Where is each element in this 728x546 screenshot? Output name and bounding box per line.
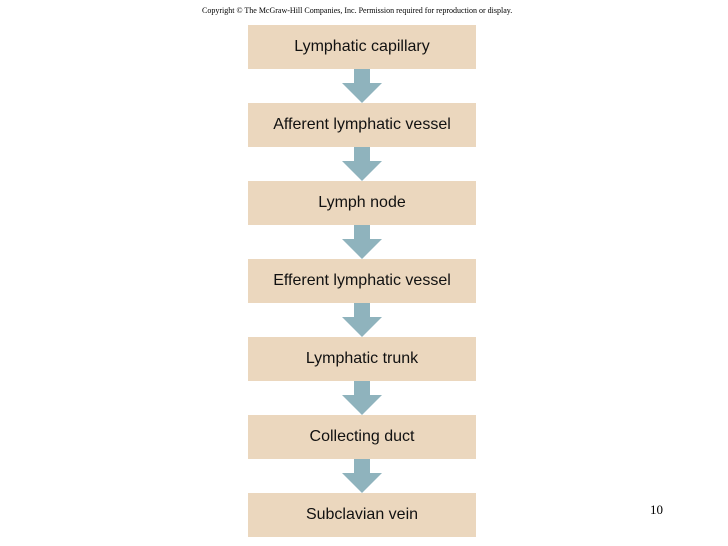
flow-arrow-1 <box>248 69 476 103</box>
flow-arrow-5 <box>248 381 476 415</box>
flow-step-collecting-duct: Collecting duct <box>248 415 476 459</box>
copyright-notice: Copyright © The McGraw-Hill Companies, Inc. Permission required for reproduction or display. <box>202 6 513 15</box>
flow-step-lymphatic-trunk: Lymphatic trunk <box>248 337 476 381</box>
down-arrow-icon <box>342 147 382 181</box>
flow-step-subclavian-vein: Subclavian vein <box>248 493 476 537</box>
down-arrow-icon <box>342 225 382 259</box>
lymph-flow-diagram <box>248 25 476 537</box>
flow-step-lymphatic-capillary: Lymphatic capillary <box>248 25 476 69</box>
flow-arrow-2 <box>248 147 476 181</box>
flow-arrow-3 <box>248 225 476 259</box>
down-arrow-icon <box>342 381 382 415</box>
down-arrow-icon <box>342 69 382 103</box>
flow-step-efferent-lymphatic-vessel: Efferent lymphatic vessel <box>248 259 476 303</box>
flow-step-afferent-lymphatic-vessel: Afferent lymphatic vessel <box>248 103 476 147</box>
down-arrow-icon <box>342 303 382 337</box>
page-number: 10 <box>650 502 663 517</box>
down-arrow-icon <box>342 459 382 493</box>
flow-arrow-4 <box>248 303 476 337</box>
flow-step-lymph-node: Lymph node <box>248 181 476 225</box>
flow-arrow-6 <box>248 459 476 493</box>
